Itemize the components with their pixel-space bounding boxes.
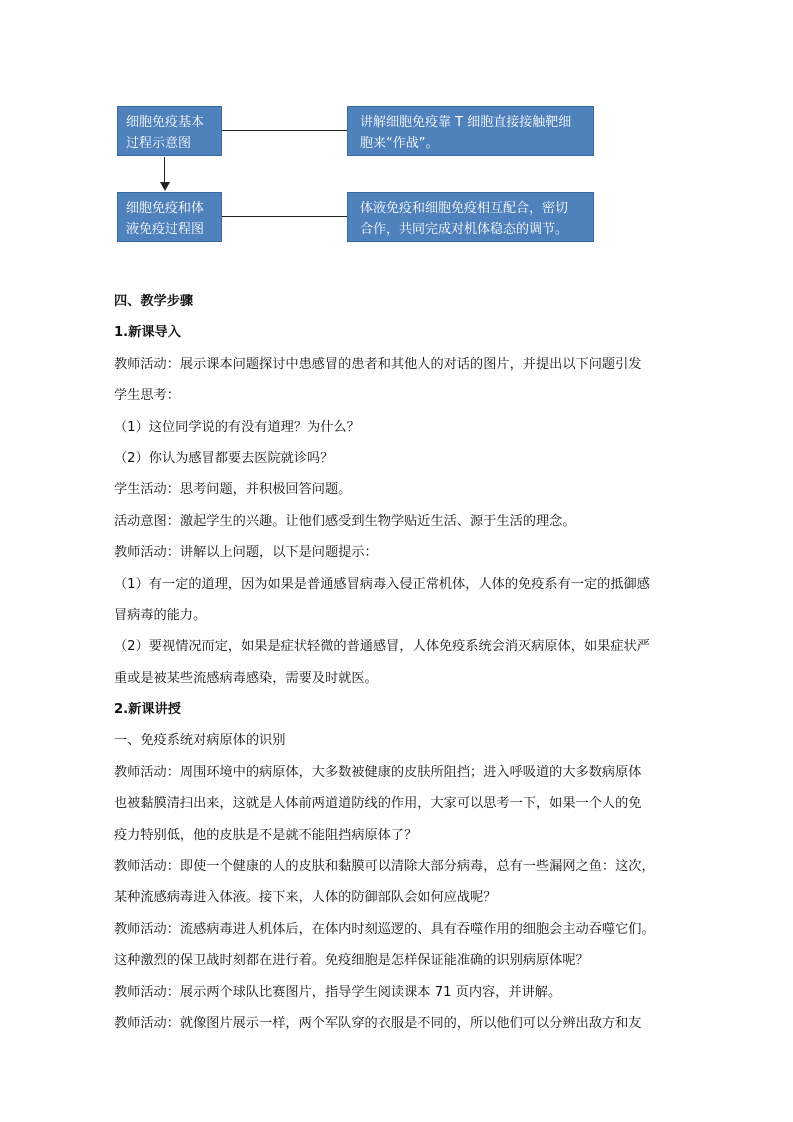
process-diagram xyxy=(0,0,793,260)
text-line: 重或是被某些流感病毒感染，需要及时就医。 xyxy=(114,670,378,686)
arrow-down-icon xyxy=(160,182,170,191)
text-line: 疫力特别低，他的皮肤是不是就不能阻挡病原体了？ xyxy=(114,827,418,843)
text-line: 教师活动：周围环境中的病原体，大多数被健康的皮肤所阻挡；进入呼吸道的大多数病原体 xyxy=(114,764,642,780)
box-d-line-1: 体液免疫和细胞免疫相互配合，密切 xyxy=(360,201,569,216)
text-line: 这种激烈的保卫战时刻都在进行着。免疫细胞是怎样保证能准确的识别病原体呢？ xyxy=(114,953,589,969)
connector-line-bottom xyxy=(222,216,347,217)
box-cooperation xyxy=(347,192,594,242)
box-t-cell-explanation xyxy=(347,106,594,156)
connector-arrow-shaft xyxy=(164,157,165,183)
section-heading: 四、教学步骤 xyxy=(114,294,194,309)
box-b-line-1: 讲解细胞免疫靠 T 细胞直接接触靶细 xyxy=(360,115,572,130)
text-line: 某种流感病毒进入体液。接下来，人体的防御部队会如何应战呢？ xyxy=(114,890,497,906)
text-line: （2）要视情况而定，如果是症状轻微的普通感冒，人体免疫系统会消灭病原体，如果症状严 xyxy=(114,639,650,655)
text-line: （1）有一定的道理，因为如果是普通感冒病毒入侵正常机体，人体的免疫系有一定的抵御感 xyxy=(114,576,650,592)
text-line: 活动意图：激起学生的兴趣。让他们感受到生物学贴近生活、源于生活的理念。 xyxy=(114,513,576,529)
text-line: 冒病毒的能力。 xyxy=(114,607,207,623)
text-line: 也被黏膜清扫出来，这就是人体前两道道防线的作用，大家可以思考一下，如果一个人的免 xyxy=(114,796,642,812)
connector-line-top xyxy=(222,130,347,131)
text-line: 教师活动：展示两个球队比赛图片，指导学生阅读课本 71 页内容，并讲解。 xyxy=(114,984,562,1000)
text-line: 一、免疫系统对病原体的识别 xyxy=(114,733,286,749)
box-b-line-2: 胞来“作战”。 xyxy=(360,136,439,151)
subsection-heading: 2.新课讲授 xyxy=(114,702,181,718)
text-line: （1）这位同学说的有没有道理？为什么？ xyxy=(114,419,360,435)
box-c-line-1: 细胞免疫和体 xyxy=(126,201,205,216)
text-line: 学生思考： xyxy=(114,388,180,404)
box-a-line-2: 过程示意图 xyxy=(126,136,192,151)
box-cell-humoral-immunity xyxy=(117,192,222,242)
text-line: 教师活动：讲解以上问题，以下是问题提示： xyxy=(114,545,378,561)
document-body xyxy=(114,286,684,1039)
text-line: 教师活动：流感病毒进人机体后，在体内时刻巡逻的、具有吞噬作用的细胞会主动吞噬它们。 xyxy=(114,921,655,937)
text-line: 学生活动：思考问题，并积极回答问题。 xyxy=(114,482,352,498)
subsection-heading: 1.新课导入 xyxy=(114,325,181,341)
box-d-line-2: 合作，共同完成对机体稳态的调节。 xyxy=(360,222,569,237)
box-a-line-1: 细胞免疫基本 xyxy=(126,115,205,130)
box-cell-immunity-basic xyxy=(117,106,222,156)
text-line: 教师活动：即使一个健康的人的皮肤和黏膜可以清除大部分病毒，总有一些漏网之鱼：这次， xyxy=(114,859,655,875)
text-line: 教师活动：展示课本问题探讨中患感冒的患者和其他人的对话的图片，并提出以下问题引发 xyxy=(114,356,642,372)
text-line: （2）你认为感冒都要去医院就诊吗？ xyxy=(114,450,334,466)
box-c-line-2: 液免疫过程图 xyxy=(126,222,205,237)
text-line: 教师活动：就像图片展示一样，两个军队穿的衣服是不同的，所以他们可以分辨出敌方和友 xyxy=(114,1015,642,1031)
